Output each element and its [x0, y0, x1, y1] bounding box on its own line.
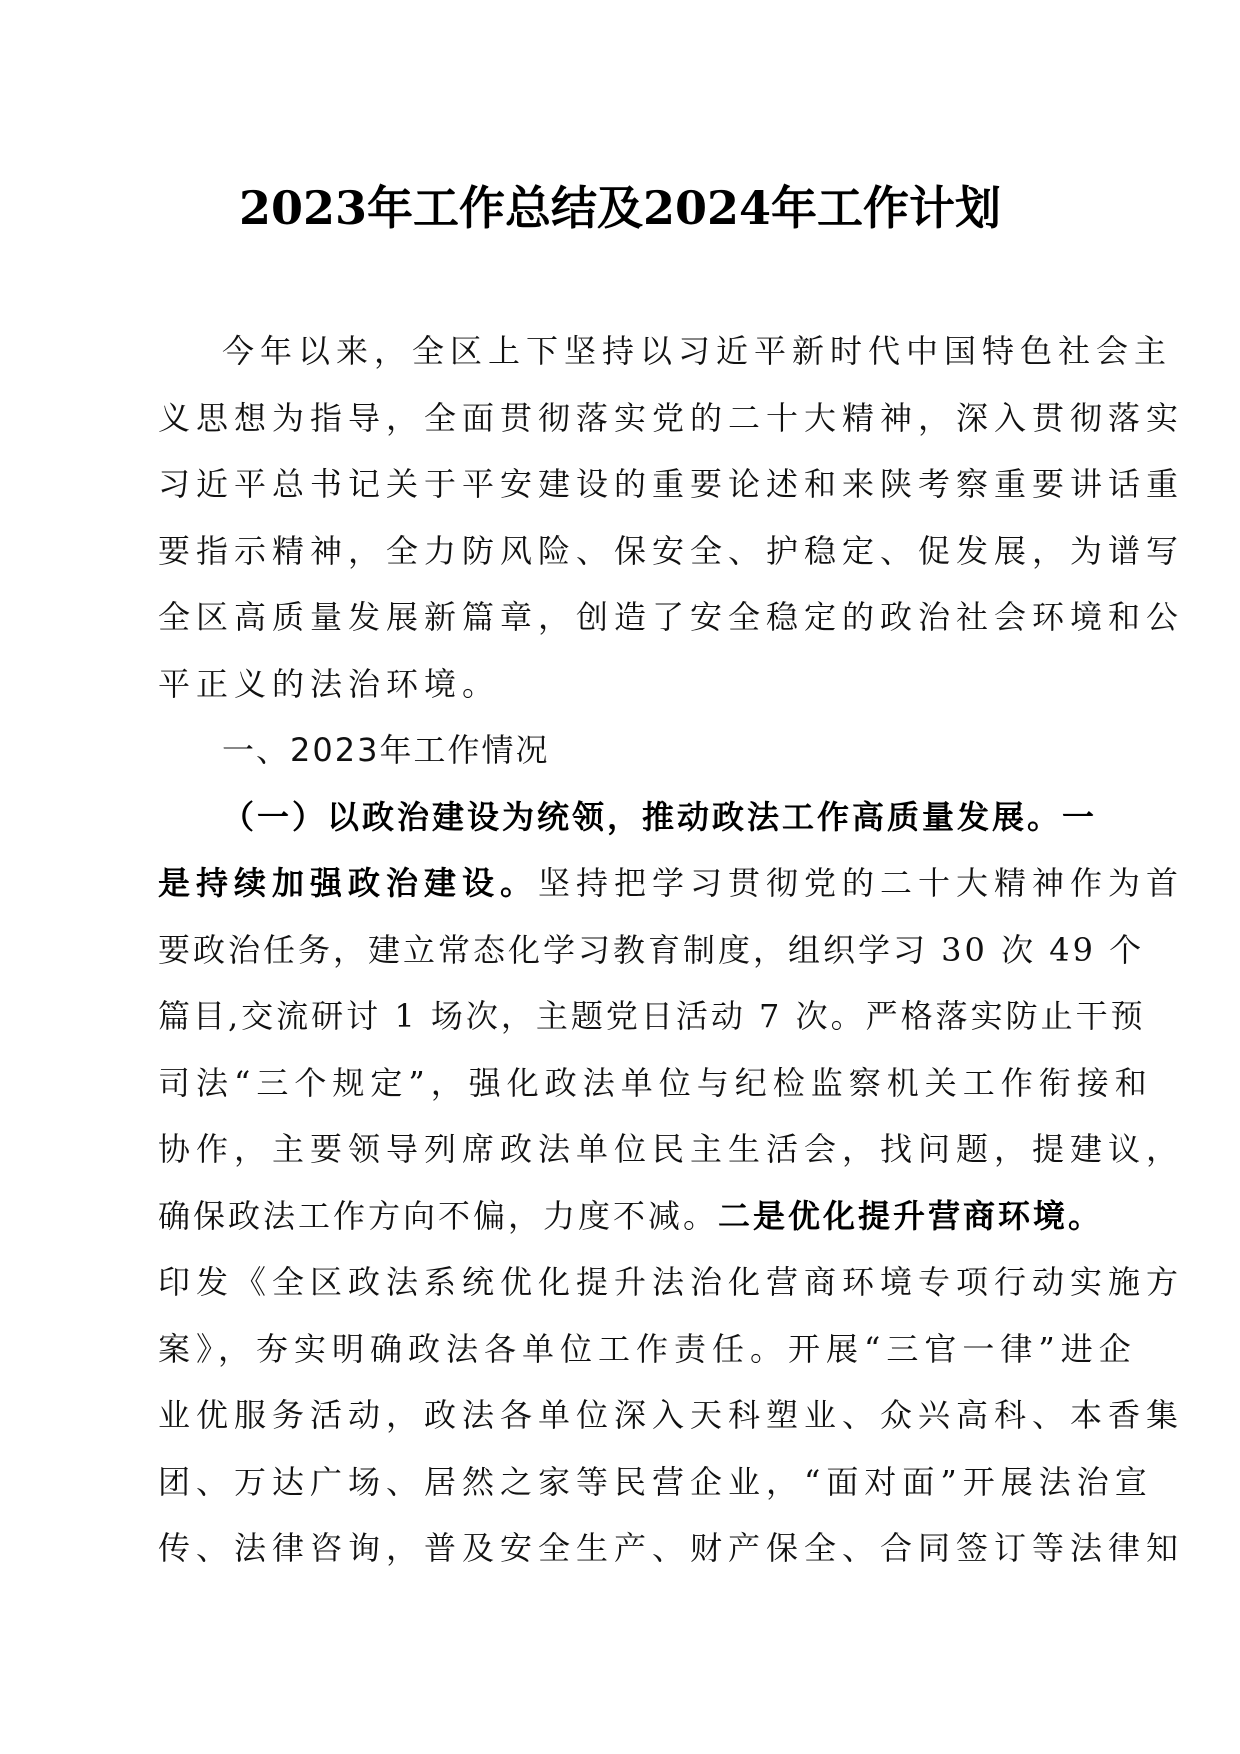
body-line: 篇目,交流研讨 1 场次，主题党日活动 7 次。严格落实防止干预 [158, 997, 1146, 1035]
body-line: 要政治任务，建立常态化学习教育制度，组织学习 30 次 49 个 [158, 930, 1145, 969]
intro-line: 习近平总书记关于平安建设的重要论述和来陕考察重要讲话重 [158, 465, 1185, 503]
body-line: 团、万达广场、居然之家等民营企业，“面对面”开展法治宣 [158, 1462, 1153, 1501]
body-line [158, 850, 1185, 917]
body-line: 协作，主要领导列席政法单位民主生活会，找问题，提建议， [158, 1130, 1185, 1168]
intro-line: 平正义的法治环境。 [158, 664, 501, 703]
body-line: 业优服务活动，政法各单位深入天科塑业、众兴高科、本香集 [158, 1396, 1185, 1434]
document-body [158, 318, 1185, 1582]
document-title: 2023年工作总结及2024年工作计划 [238, 181, 1002, 235]
body-text: 确保政法工作方向不偏，力度不减。 [158, 1196, 719, 1235]
intro-line: 今年以来，全区上下坚持以习近平新时代中国特色社会主 [222, 332, 1173, 370]
point-heading: 是持续加强政治建设。 [158, 864, 539, 902]
body-text: 坚持把学习贯彻党的二十大精神作为首 [538, 864, 1185, 902]
intro-line: 义思想为指导，全面贯彻落实党的二十大精神，深入贯彻落实 [158, 398, 1185, 437]
body-line: 印发《全区政法系统优化提升法治化营商环境专项行动实施方 [158, 1263, 1185, 1301]
intro-line: 要指示精神，全力防风险、保安全、护稳定、促发展，为谱写 [158, 531, 1185, 570]
body-line: 传、法律咨询，普及安全生产、财产保全、合同签订等法律知 [158, 1529, 1185, 1567]
subsection-heading: （一）以政治建设为统领，推动政法工作高质量发展。一 [222, 797, 1098, 836]
section-heading: 一、2023年工作情况 [222, 731, 550, 769]
intro-line: 全区高质量发展新篇章，创造了安全稳定的政治社会环境和公 [158, 598, 1185, 636]
body-line [158, 1183, 1104, 1250]
body-line: 司法“三个规定”，强化政法单位与纪检监察机关工作衔接和 [158, 1063, 1153, 1102]
point-heading: 二是优化提升营商环境。 [718, 1196, 1104, 1235]
body-line: 案》，夯实明确政法各单位工作责任。开展“三官一律”进企 [158, 1329, 1137, 1368]
